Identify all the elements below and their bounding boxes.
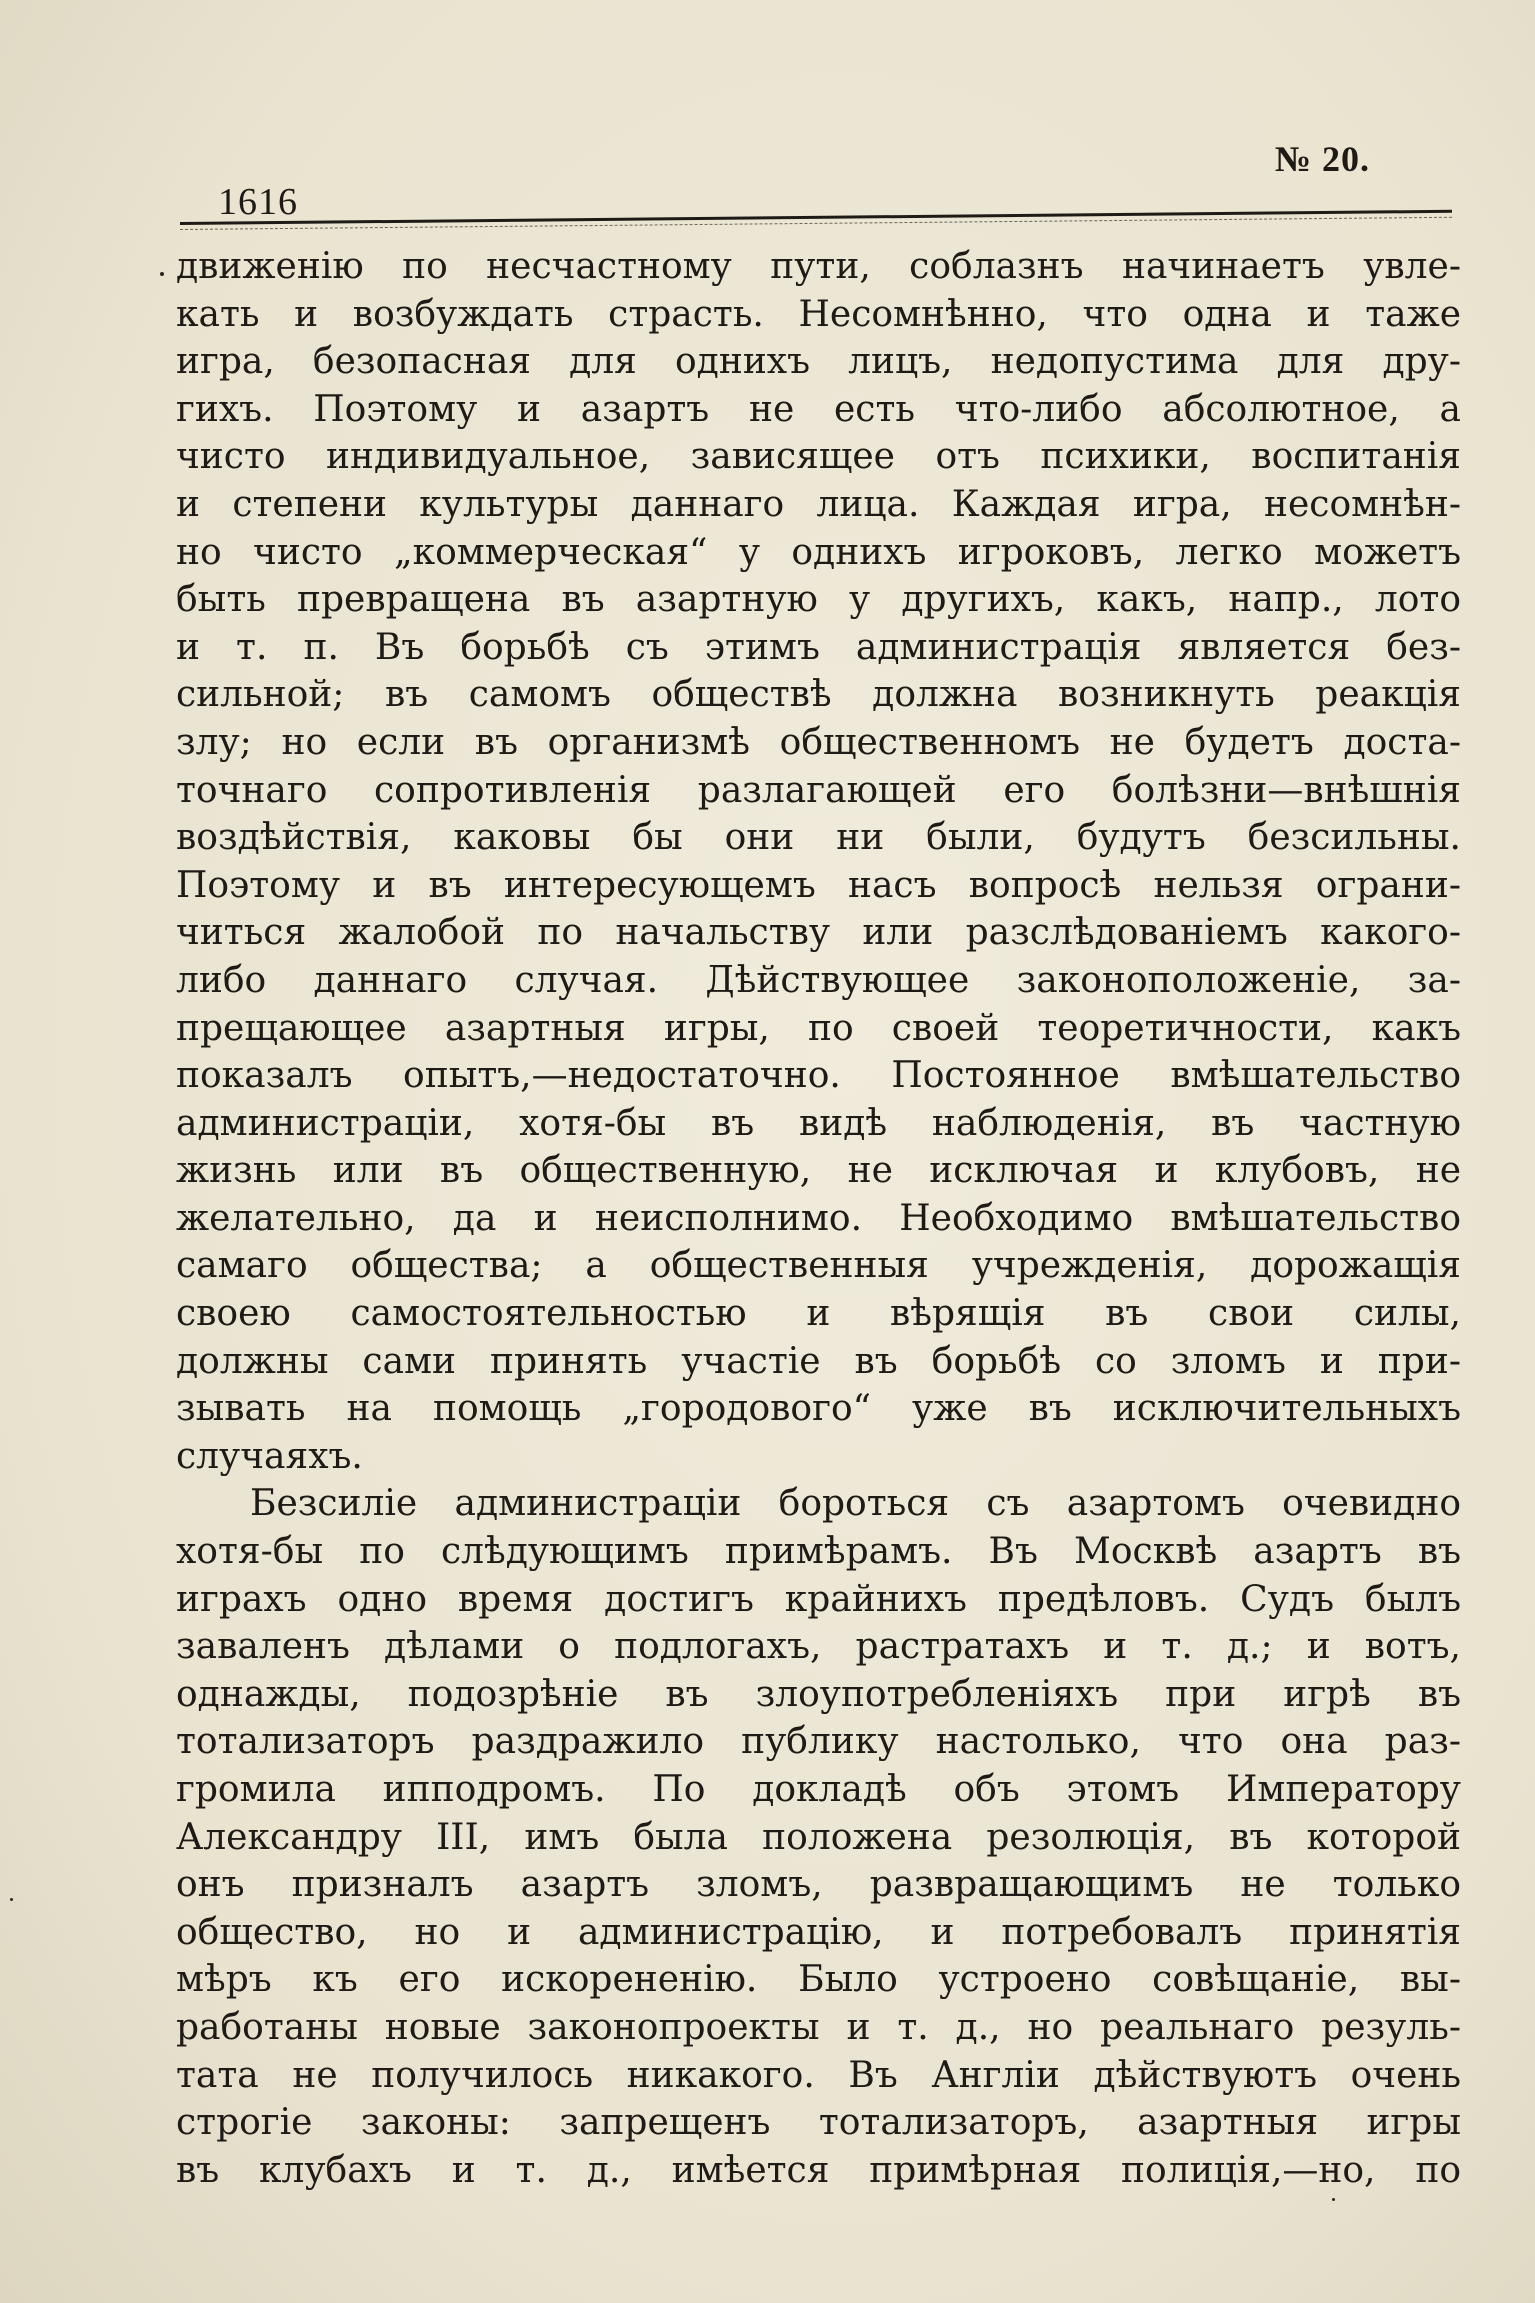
text-line-paragraph-end: случаяхъ. xyxy=(176,1435,363,1477)
text-line: жизнь или въ общественную, не исключая и клубовъ, не xyxy=(176,1150,1461,1192)
text-line: заваленъ дѣлами о подлогахъ, растратахъ и т. д.; и вотъ, xyxy=(176,1626,1461,1668)
text-line: и т. п. Въ борьбѣ съ этимъ администрація является без- xyxy=(176,626,1461,668)
text-line: тата не получилось никакого. Въ Англіи дѣйствуютъ очень xyxy=(176,2054,1461,2096)
text-line: тотализаторъ раздражило публику настолько, что она раз- xyxy=(176,1721,1461,1763)
text-line: Александру III, имъ была положена резолюція, въ которой xyxy=(176,1816,1461,1858)
ink-speck xyxy=(1332,2198,1335,2201)
issue-number: № 20. xyxy=(1274,139,1370,179)
text-line: зывать на помощь „городового“ уже въ исключительныхъ xyxy=(176,1388,1461,1430)
text-line: движенію по несчастному пути, соблазнъ начинаетъ увле- xyxy=(176,246,1461,287)
text-line: играхъ одно время достигъ крайнихъ предѣловъ. Судъ былъ xyxy=(176,1578,1461,1620)
text-line: администраціи, хотя-бы въ видѣ наблюденія, въ частную xyxy=(176,1102,1461,1144)
text-line: строгіе законы: запрещенъ тотализаторъ, азартныя игры xyxy=(176,2102,1461,2144)
text-line: работаны новые законопроекты и т. д., но реальнаго резуль- xyxy=(176,2006,1461,2048)
text-line: быть превращена въ азартную у другихъ, какъ, напр., лото xyxy=(176,579,1461,621)
text-line: самаго общества; а общественныя учрежденія, дорожащія xyxy=(176,1245,1461,1287)
text-line: громила ипподромъ. По докладѣ объ этомъ Императору xyxy=(176,1769,1461,1810)
page-number: 1616 xyxy=(218,181,298,223)
text-line: либо даннаго случая. Дѣйствующее законоположеніе, за- xyxy=(176,959,1461,1001)
text-line: въ клубахъ и т. д., имѣется примѣрная полиція,—но, по xyxy=(176,2149,1461,2191)
text-line: желательно, да и неисполнимо. Необходимо вмѣшательство xyxy=(176,1197,1461,1239)
text-line: но чисто „коммерческая“ у однихъ игроковъ, легко можетъ xyxy=(176,531,1461,573)
text-line: и степени культуры даннаго лица. Каждая игра, несомнѣн- xyxy=(176,483,1461,525)
text-line: злу; но если въ организмѣ общественномъ не будетъ доста- xyxy=(176,721,1461,763)
text-line-paragraph-start: Безсиліе администраціи бороться съ азартомъ очевидно xyxy=(250,1483,1461,1525)
text-line: кать и возбуждать страсть. Несомнѣнно, что одна и таже xyxy=(176,293,1461,335)
body-text xyxy=(176,243,1461,2194)
text-line: однажды, подозрѣніе въ злоупотребленіяхъ при игрѣ въ xyxy=(176,1673,1461,1715)
ink-speck xyxy=(10,1898,13,1901)
text-line: сильной; въ самомъ обществѣ должна возникнуть реакція xyxy=(176,674,1461,716)
text-line: мѣръ къ его искорененію. Было устроено совѣщаніе, вы- xyxy=(176,1959,1461,2001)
text-line: своею самостоятельностью и вѣрящія въ свои силы, xyxy=(176,1293,1461,1335)
text-line: хотя-бы по слѣдующимъ примѣрамъ. Въ Москвѣ азартъ въ xyxy=(176,1531,1461,1573)
text-line: точнаго сопротивленія разлагающей его болѣзни—внѣшнія xyxy=(176,769,1461,811)
text-line: показалъ опытъ,—недостаточно. Постоянное вмѣшательство xyxy=(176,1055,1461,1097)
text-line: онъ призналъ азартъ зломъ, развращающимъ не только xyxy=(176,1864,1461,1906)
text-line: воздѣйствія, каковы бы они ни были, будутъ безсильны. xyxy=(176,817,1461,859)
text-line: гихъ. Поэтому и азартъ не есть что-либо абсолютное, а xyxy=(176,388,1461,430)
text-line: игра, безопасная для однихъ лицъ, недопустима для дру- xyxy=(176,341,1461,383)
text-line: прещающее азартныя игры, по своей теоретичности, какъ xyxy=(176,1007,1461,1049)
text-line: общество, но и администрацію, и потребовалъ принятія xyxy=(176,1911,1461,1953)
text-line: Поэтому и въ интересующемъ насъ вопросѣ нельзя ограни- xyxy=(176,864,1461,906)
text-line: должны сами принять участіе въ борьбѣ со зломъ и при- xyxy=(176,1340,1461,1382)
text-line: читься жалобой по начальству или разслѣдованіемъ какого- xyxy=(176,912,1461,954)
ink-speck xyxy=(160,272,164,276)
text-line: чисто индивидуальное, зависящее отъ психики, воспитанія xyxy=(176,436,1461,478)
